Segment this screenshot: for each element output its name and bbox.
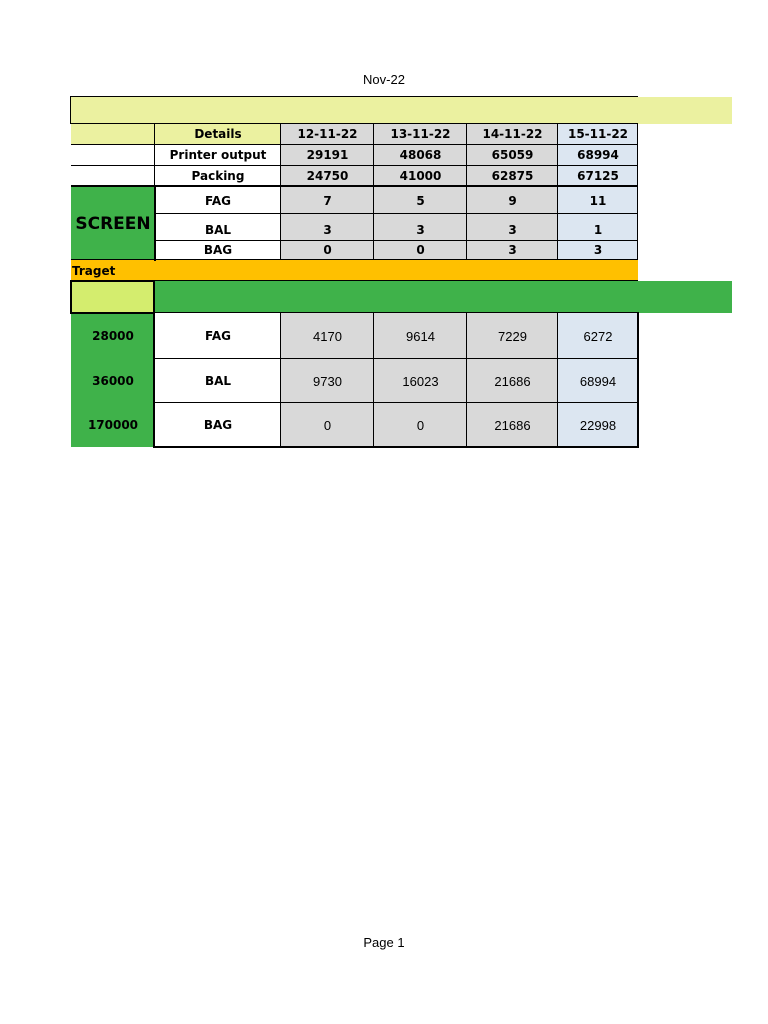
target-fag-cell[interactable]: 7229 — [467, 313, 558, 359]
date-header-4[interactable]: 15-11-22 — [558, 124, 638, 144]
grid-line — [373, 123, 374, 260]
title-banner — [71, 97, 732, 124]
selected-cell[interactable] — [71, 281, 155, 313]
target-row-cell[interactable] — [281, 260, 374, 281]
details-header[interactable]: Details — [155, 124, 281, 144]
grid-line — [637, 123, 638, 260]
green-banner — [155, 281, 732, 313]
grid-line — [155, 358, 638, 359]
target-bal-cell[interactable]: 68994 — [558, 359, 638, 403]
screen-fag-value[interactable]: 11 — [558, 187, 638, 214]
target-bag-cell[interactable]: 0 — [281, 403, 374, 447]
header-corner-cell[interactable] — [71, 124, 155, 144]
target-bag-value[interactable]: 170000 — [71, 403, 155, 447]
screen-bal-value[interactable]: 3 — [374, 214, 467, 240]
grid-line — [280, 312, 281, 447]
grid-line — [71, 280, 155, 282]
page-number: Page 1 — [363, 935, 405, 950]
grid-line — [155, 312, 638, 313]
screen-fag-value[interactable]: 5 — [374, 187, 467, 214]
printer-output-label[interactable]: Printer output — [169, 147, 267, 162]
grid-line — [155, 213, 638, 214]
target-fag-cell[interactable]: 6272 — [558, 313, 638, 359]
target-row-cell[interactable] — [558, 260, 638, 281]
target-bal-label[interactable]: BAL — [204, 374, 232, 388]
printer-output-value[interactable]: 68994 — [558, 144, 638, 165]
screen-fag-value[interactable]: 9 — [467, 187, 558, 214]
screen-bal-value[interactable]: 3 — [281, 214, 374, 240]
target-fag-label[interactable]: FAG — [205, 329, 231, 343]
grid-line — [280, 123, 281, 260]
grid-line — [71, 259, 638, 260]
target-fag-cell[interactable]: 9614 — [374, 313, 467, 359]
target-bal-cell[interactable]: 21686 — [467, 359, 558, 403]
page-header-month: Nov-22 — [363, 72, 405, 87]
grid-line — [557, 312, 558, 447]
target-fag-cell[interactable]: 4170 — [281, 313, 374, 359]
screen-bal-label[interactable]: BAL — [204, 223, 232, 237]
grid-line — [155, 446, 639, 448]
date-header-2[interactable]: 13-11-22 — [374, 124, 467, 144]
date-header-1[interactable]: 12-11-22 — [281, 124, 374, 144]
printer-output-value[interactable]: 48068 — [374, 144, 467, 165]
target-row-cell[interactable] — [374, 260, 467, 281]
packing-label[interactable]: Packing — [191, 168, 245, 183]
grid-line — [373, 312, 374, 447]
grid-line — [557, 123, 558, 260]
target-bag-cell[interactable]: 21686 — [467, 403, 558, 447]
target-row-cell[interactable] — [467, 260, 558, 281]
grid-line — [71, 312, 155, 314]
grid-line — [71, 185, 638, 187]
screen-bal-value[interactable]: 3 — [467, 214, 558, 240]
grid-line — [70, 280, 72, 314]
screen-bal-value[interactable]: 1 — [558, 214, 638, 240]
target-bag-label[interactable]: BAG — [203, 418, 233, 432]
printer-output-value[interactable]: 29191 — [281, 144, 374, 165]
target-row-cell[interactable] — [155, 260, 281, 281]
screen-bag-value[interactable]: 0 — [281, 240, 374, 260]
printer-output-value[interactable]: 65059 — [467, 144, 558, 165]
date-header-3[interactable]: 14-11-22 — [467, 124, 558, 144]
grid-line — [155, 402, 638, 403]
grid-line — [154, 185, 156, 261]
packing-value[interactable]: 62875 — [467, 165, 558, 186]
grid-line — [154, 123, 155, 187]
target-bag-cell[interactable]: 22998 — [558, 403, 638, 447]
grid-line — [155, 240, 638, 241]
screen-fag-label[interactable]: FAG — [205, 193, 231, 208]
target-row-label[interactable]: Traget — [71, 260, 155, 281]
screen-bag-label[interactable]: BAG — [203, 243, 233, 257]
grid-line — [71, 165, 638, 166]
grid-line — [70, 96, 71, 124]
screen-bag-value[interactable]: 0 — [374, 240, 467, 260]
grid-line — [466, 123, 467, 260]
grid-line — [153, 280, 155, 448]
packing-value[interactable]: 24750 — [281, 165, 374, 186]
screen-fag-value[interactable]: 7 — [281, 187, 374, 214]
grid-line — [466, 312, 467, 447]
packing-value[interactable]: 41000 — [374, 165, 467, 186]
screen-label[interactable]: SCREEN — [71, 187, 155, 260]
grid-line — [71, 144, 638, 145]
target-bal-value[interactable]: 36000 — [71, 359, 155, 403]
screen-bag-value[interactable]: 3 — [467, 240, 558, 260]
grid-line — [71, 123, 638, 124]
target-bag-cell[interactable]: 0 — [374, 403, 467, 447]
packing-value[interactable]: 67125 — [558, 165, 638, 186]
grid-line — [637, 312, 639, 448]
screen-bag-value[interactable]: 3 — [558, 240, 638, 260]
target-fag-value[interactable]: 28000 — [71, 313, 155, 359]
grid-line — [71, 96, 638, 97]
target-bal-cell[interactable]: 16023 — [374, 359, 467, 403]
grid-line — [155, 280, 638, 281]
target-bal-cell[interactable]: 9730 — [281, 359, 374, 403]
